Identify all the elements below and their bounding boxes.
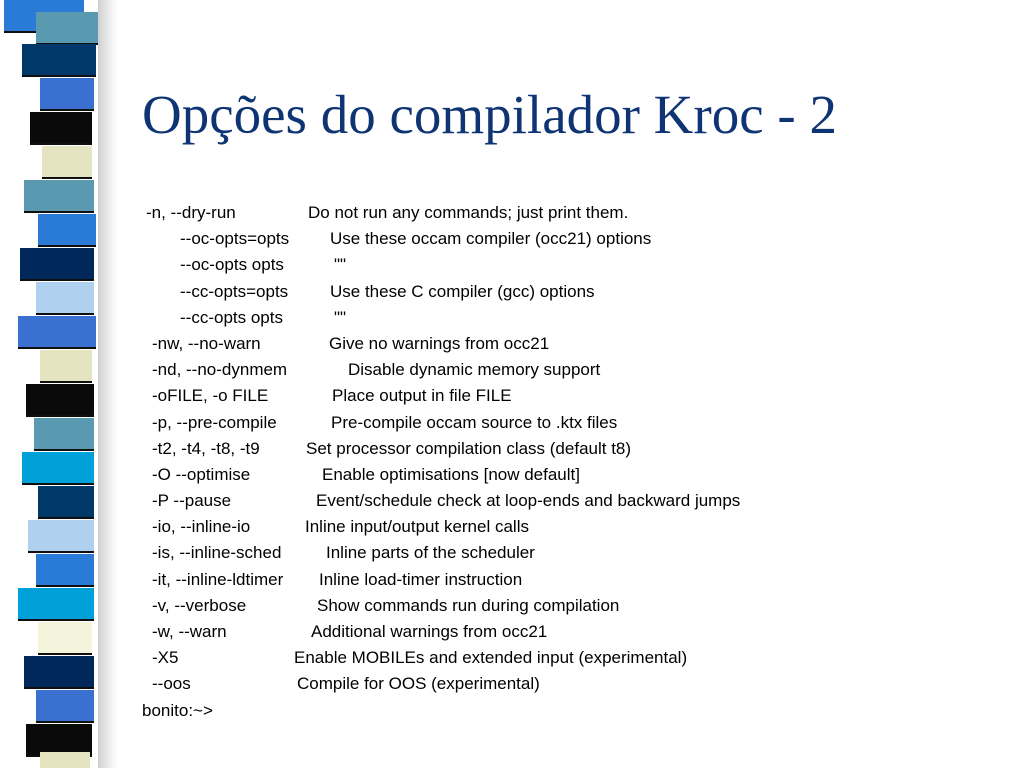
stripe bbox=[34, 418, 94, 451]
option-flag: --oos bbox=[152, 674, 191, 694]
stripe bbox=[36, 690, 94, 723]
option-line bbox=[142, 514, 1002, 540]
option-line bbox=[142, 226, 1002, 252]
option-description: Disable dynamic memory support bbox=[348, 360, 601, 380]
option-line bbox=[142, 279, 1002, 305]
option-description: "" bbox=[334, 255, 347, 275]
stripe bbox=[24, 180, 94, 213]
option-line bbox=[142, 462, 1002, 488]
option-description: Additional warnings from occ21 bbox=[311, 622, 548, 641]
option-line bbox=[142, 567, 1002, 593]
shell-prompt: bonito:~> bbox=[142, 700, 213, 720]
option-line bbox=[142, 436, 1002, 462]
option-flag: -O --optimise bbox=[152, 464, 251, 484]
option-flag: --cc-opts=opts bbox=[180, 281, 289, 301]
option-description: Enable MOBILEs and extended input (experimental) bbox=[294, 648, 688, 668]
stripe bbox=[22, 44, 96, 77]
stripe bbox=[26, 384, 94, 417]
option-flag: -t2, -t4, -t8, -t9 bbox=[152, 438, 260, 458]
stripe bbox=[36, 12, 98, 45]
option-line bbox=[142, 593, 1002, 619]
stripe bbox=[40, 350, 92, 383]
stripe bbox=[20, 248, 94, 281]
option-flag: --oc-opts opts bbox=[180, 255, 284, 275]
option-flag: -is, --inline-sched bbox=[152, 543, 282, 563]
option-line bbox=[142, 645, 1002, 671]
stripe bbox=[18, 316, 96, 349]
compiler-options-listing bbox=[142, 200, 1002, 724]
option-description: Give no warnings from occ21 bbox=[329, 333, 550, 353]
option-description: Enable optimisations [now default] bbox=[322, 464, 580, 484]
stripe bbox=[36, 554, 94, 587]
prompt-line bbox=[142, 698, 1002, 724]
option-line bbox=[142, 410, 1002, 436]
option-description: Do not run any commands; just print them. bbox=[308, 203, 629, 222]
option-line bbox=[142, 200, 1002, 226]
stripe bbox=[42, 146, 92, 179]
option-line bbox=[142, 331, 1002, 357]
stripe bbox=[22, 452, 94, 485]
option-flag: --cc-opts opts bbox=[180, 307, 283, 327]
stripe bbox=[38, 214, 96, 247]
option-flag: -nw, --no-warn bbox=[152, 333, 261, 353]
option-flag: -oFILE, -o FILE bbox=[152, 386, 269, 406]
stripe bbox=[38, 622, 92, 655]
option-flag: --oc-opts=opts bbox=[180, 229, 290, 249]
option-description: Event/schedule check at loop-ends and backward jumps bbox=[316, 491, 741, 511]
option-flag: -nd, --no-dynmem bbox=[152, 360, 288, 380]
option-flag: -it, --inline-ldtimer bbox=[152, 569, 284, 589]
stripe bbox=[28, 520, 94, 553]
option-description: Inline parts of the scheduler bbox=[326, 543, 535, 563]
option-description: Pre-compile occam source to .ktx files bbox=[331, 412, 618, 432]
option-line bbox=[142, 671, 1002, 697]
option-line bbox=[142, 357, 1002, 383]
option-flag: -P --pause bbox=[152, 491, 232, 511]
stripe bbox=[30, 112, 92, 145]
stripe bbox=[36, 282, 94, 315]
option-description: Use these occam compiler (occ21) options bbox=[330, 229, 652, 249]
option-flag: -io, --inline-io bbox=[152, 517, 251, 537]
option-line bbox=[142, 619, 1002, 645]
stripe bbox=[18, 588, 94, 621]
decorative-stripe-band bbox=[0, 0, 118, 768]
option-description: Inline input/output kernel calls bbox=[305, 517, 529, 537]
option-description: Show commands run during compilation bbox=[317, 595, 620, 615]
option-line bbox=[142, 383, 1002, 409]
slide-title: Opções do compilador Kroc - 2 bbox=[142, 84, 837, 145]
option-description: "" bbox=[334, 307, 347, 327]
option-flag: -v, --verbose bbox=[152, 595, 247, 615]
stripe bbox=[40, 752, 90, 768]
option-flag: -X5 bbox=[152, 648, 179, 668]
option-description: Compile for OOS (experimental) bbox=[297, 674, 540, 694]
stripe bbox=[40, 78, 94, 111]
option-flag: -p, --pre-compile bbox=[152, 412, 277, 432]
option-description: Inline load-timer instruction bbox=[319, 569, 523, 589]
option-flag: -n, --dry-run bbox=[146, 203, 236, 222]
option-line bbox=[142, 540, 1002, 566]
option-description: Set processor compilation class (default t8) bbox=[306, 438, 632, 458]
option-description: Place output in file FILE bbox=[332, 386, 512, 406]
stripe bbox=[24, 656, 94, 689]
option-line bbox=[142, 305, 1002, 331]
option-line bbox=[142, 252, 1002, 278]
stripe-shadow bbox=[98, 0, 118, 768]
option-flag: -w, --warn bbox=[152, 622, 227, 641]
stripe bbox=[38, 486, 94, 519]
option-description: Use these C compiler (gcc) options bbox=[330, 281, 595, 301]
option-line bbox=[142, 488, 1002, 514]
